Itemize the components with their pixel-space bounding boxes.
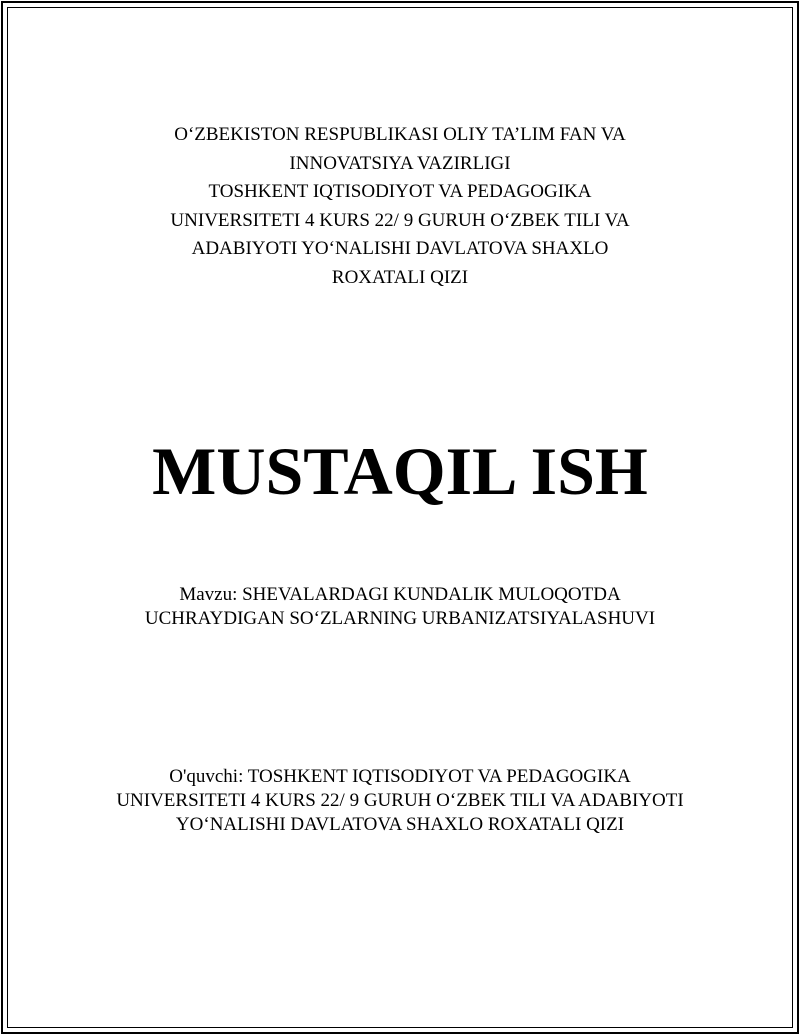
student-line: UNIVERSITETI 4 KURS 22/ 9 GURUH O‘ZBEK TILI VA ADABIYOTI xyxy=(116,790,684,811)
header-line: TOSHKENT IQTISODIYOT VA PEDAGOGIKA xyxy=(208,181,592,202)
header-line: UNIVERSITETI 4 KURS 22/ 9 GURUH O‘ZBEK TILI VA xyxy=(170,209,630,231)
document-title: MUSTAQIL ISH xyxy=(152,433,648,509)
topic-section xyxy=(0,583,800,631)
student-section xyxy=(0,765,800,837)
header-line: ADABIYOTI YO‘NALISHI DAVLATOVA SHAXLO xyxy=(191,238,609,259)
header-line: ROXATALI QIZI xyxy=(331,266,469,288)
header-line: INNOVATSIYA VAZIRLIGI xyxy=(289,152,511,174)
student-line: O'quvchi: TOSHKENT IQTISODIYOT VA PEDAGOGIKA xyxy=(169,766,631,787)
topic-line: UCHRAYDIGAN SO‘ZLARNING URBANIZATSIYALASHUVI xyxy=(144,608,656,629)
header-line: O‘ZBEKISTON RESPUBLIKASI OLIY TA’LIM FAN VA xyxy=(174,124,626,145)
student-line: YO‘NALISHI DAVLATOVA SHAXLO ROXATALI QIZI xyxy=(175,814,625,835)
institution-header xyxy=(0,121,800,292)
topic-line: Mavzu: SHEVALARDAGI KUNDALIK MULOQOTDA xyxy=(179,584,621,605)
